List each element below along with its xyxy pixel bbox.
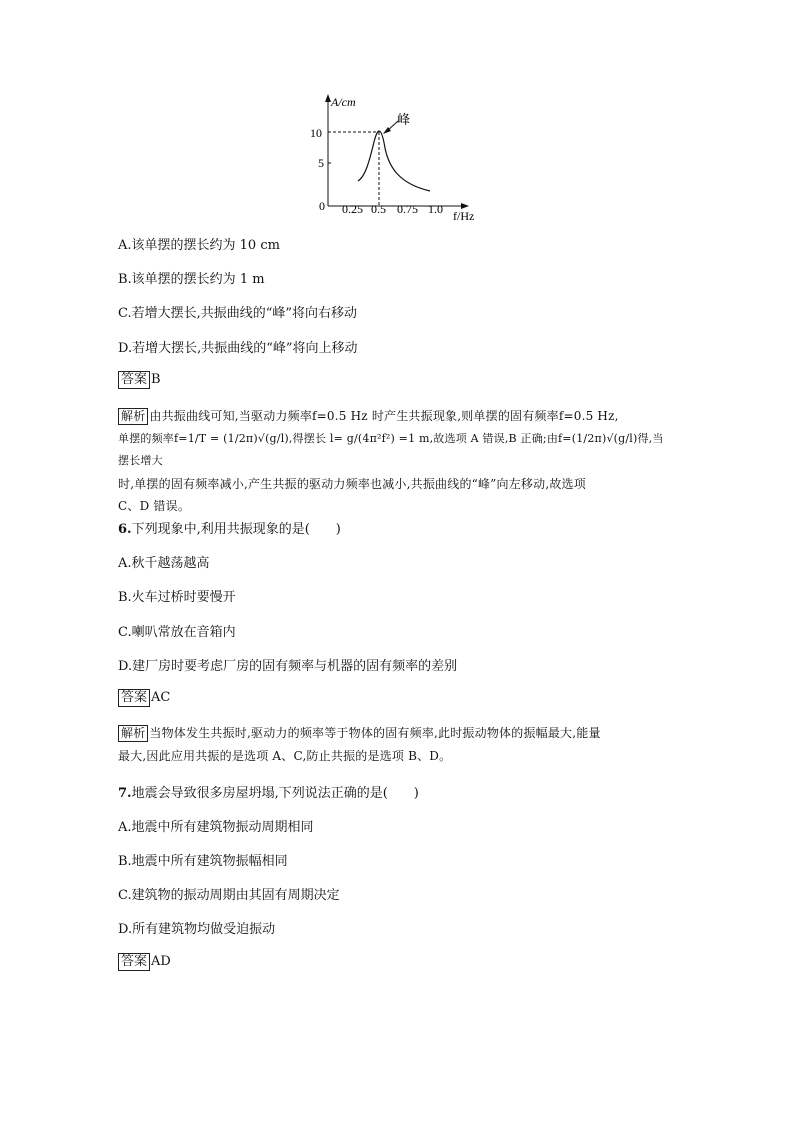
x-tick-label: 0.25: [342, 202, 363, 216]
q7-option-c: C.建筑物的振动周期由其固有周期决定: [118, 888, 340, 903]
analysis-tag: 解析: [118, 408, 148, 425]
question-number: 7.: [118, 786, 132, 801]
analysis-line: 单摆的频率f=1/T = (1/2π)√(g/l),得摆长 l= g/(4π²f²) =1 m,故选项 A 错误,B 正确;由f=(1/2π)√(g/l)得,当摆长增大: [118, 431, 664, 467]
q5-option-c: C.若增大摆长,共振曲线的“峰”将向右移动: [118, 306, 358, 321]
answer-value: AC: [151, 690, 171, 705]
q6-analysis: [118, 722, 674, 767]
resonance-curve: [358, 131, 430, 191]
q6-option-a: A.秋千越荡越高: [118, 556, 210, 571]
answer-value: AD: [151, 954, 171, 969]
analysis-line: C、D 错误。: [118, 499, 191, 513]
q5-option-d: D.若增大摆长,共振曲线的“峰”将向上移动: [118, 341, 358, 356]
analysis-line: 时,单摆的固有频率减小,产生共振的驱动力频率也减小,共振曲线的“峰”向左移动,故选项: [118, 476, 586, 491]
answer-tag: 答案: [118, 371, 150, 389]
q6-option-c: C.喇叭常放在音箱内: [118, 625, 236, 640]
analysis-line: 解析 由共振曲线可知,当驱动力频率f=0.5 Hz 时产生共振现象,则单摆的固有频率f=0.5 Hz,: [118, 405, 674, 428]
x-tick-label: 0.75: [397, 202, 418, 216]
analysis-tag: 解析: [118, 725, 148, 742]
q7-option-d: D.所有建筑物均做受迫振动: [118, 922, 276, 937]
answer-value: B: [151, 372, 161, 387]
question-text: 下列现象中,利用共振现象的是( ): [131, 522, 341, 537]
q5-answer: [118, 371, 161, 389]
q7-answer: [118, 953, 171, 971]
q7-stem: [118, 782, 419, 801]
q6-answer: [118, 689, 170, 707]
analysis-line: 最大,因此应用共振的是选项 A、C,防止共振的是选项 B、D。: [118, 748, 452, 763]
q6-stem: [118, 518, 341, 537]
q5-option-b: B.该单摆的摆长约为 1 m: [118, 272, 265, 287]
answer-tag: 答案: [118, 953, 150, 971]
peak-label: 峰: [397, 113, 411, 128]
x-tick-label: 0.5: [371, 202, 386, 216]
q7-option-a: A.地震中所有建筑物振动周期相同: [118, 820, 314, 835]
y-tick-label: 10: [310, 126, 322, 140]
x-axis-label: f/Hz: [453, 209, 475, 223]
q5-option-a: A.该单摆的摆长约为 10 cm: [118, 238, 280, 253]
analysis-line: 解析 当物体发生共振时,驱动力的频率等于物体的固有频率,此时振动物体的振幅最大,能量: [118, 722, 674, 745]
answer-tag: 答案: [118, 689, 150, 707]
resonance-curve-graph: [300, 88, 500, 223]
q5-analysis: [118, 405, 674, 518]
question-number: 6.: [118, 522, 132, 537]
x-tick-label: 1.0: [428, 202, 443, 216]
q7-option-b: B.地震中所有建筑物振幅相同: [118, 854, 288, 869]
y-axis-label: A/cm: [331, 95, 356, 109]
q6-option-d: D.建厂房时要考虑厂房的固有频率与机器的固有频率的差别: [118, 659, 458, 674]
y-tick-label: 5: [318, 156, 324, 170]
q6-option-b: B.火车过桥时要慢开: [118, 590, 236, 605]
origin-label: 0: [319, 199, 325, 213]
question-text: 地震会导致很多房屋坍塌,下列说法正确的是( ): [131, 786, 419, 801]
